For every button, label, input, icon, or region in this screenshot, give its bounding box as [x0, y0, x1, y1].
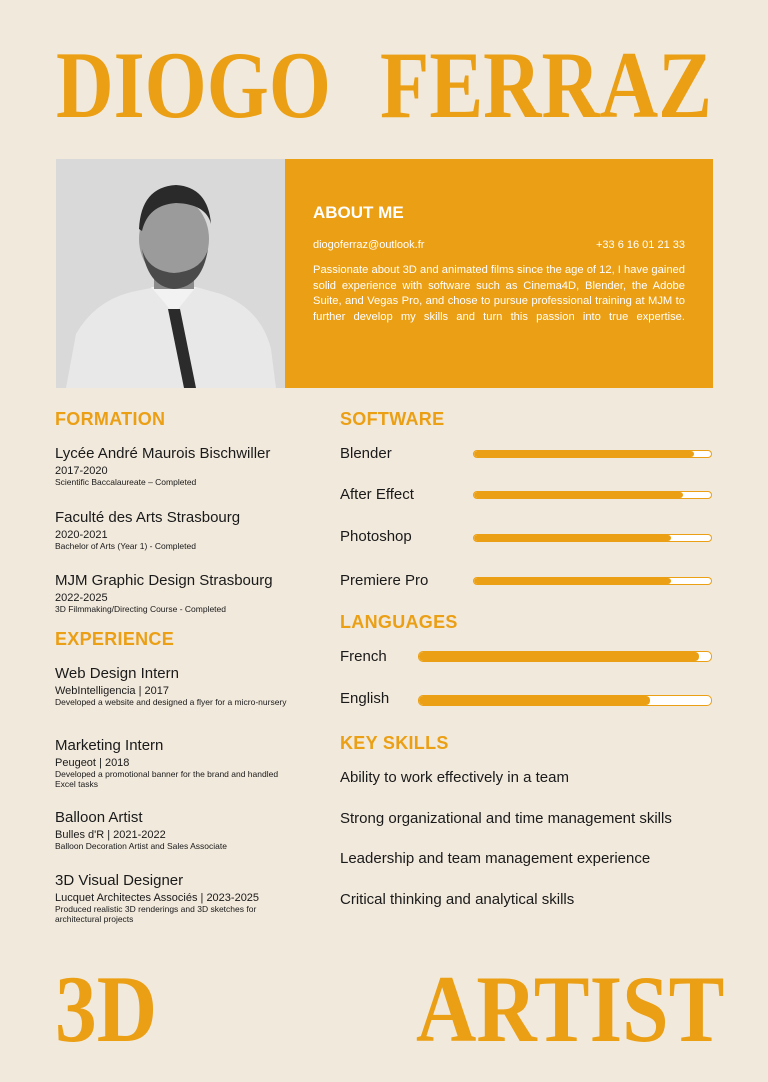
job-desc: Developed a website and designed a flyer for a micro-nursery: [55, 697, 287, 707]
job-company: WebIntelligencia | 2017: [55, 685, 169, 697]
phone-text: +33 6 16 01 21 33: [596, 239, 685, 251]
formation-heading: FORMATION: [55, 409, 166, 429]
job-desc: Developed a promotional banner for the brand and handled Excel tasks: [55, 769, 279, 789]
experience-heading: EXPERIENCE: [55, 629, 175, 649]
key-skill-item: Critical thinking and analytical skills: [340, 891, 575, 908]
skill-level-fill: [474, 451, 694, 457]
skill-level-fill: [474, 578, 671, 584]
first-name-heading: DIOGO: [56, 32, 331, 138]
about-section: [285, 159, 713, 388]
software-name: After Effect: [340, 486, 414, 503]
school-name: MJM Graphic Design Strasbourg: [55, 572, 273, 589]
key-skills-heading: KEY SKILLS: [340, 733, 449, 753]
language-level-bar: [418, 695, 712, 706]
experience-item: [55, 809, 295, 852]
job-company: Bulles d'R | 2021-2022: [55, 829, 166, 841]
skill-level-bar: [473, 491, 712, 499]
title-word-artist: ARTIST: [416, 956, 725, 1062]
school-years: 2017-2020: [55, 465, 108, 477]
job-role: Marketing Intern: [55, 737, 164, 754]
formation-item: [55, 445, 295, 488]
software-name: Photoshop: [340, 528, 412, 545]
job-company: Lucquet Architectes Associés | 2023-2025: [55, 892, 260, 904]
software-name: Premiere Pro: [340, 572, 429, 589]
about-title: ABOUT ME: [313, 203, 404, 222]
job-desc: Balloon Decoration Artist and Sales Associate: [55, 841, 227, 851]
formation-item: [55, 572, 295, 615]
school-years: 2022-2025: [55, 592, 108, 604]
key-skill-item: Leadership and team management experience: [340, 850, 651, 867]
email-text: diogoferraz@outlook.fr: [313, 239, 425, 251]
experience-item: [55, 665, 295, 708]
languages-heading: LANGUAGES: [340, 612, 458, 632]
profile-photo: [56, 159, 285, 388]
job-role: 3D Visual Designer: [55, 872, 184, 889]
skill-level-bar: [473, 450, 712, 458]
language-name: English: [340, 690, 390, 707]
school-years: 2020-2021: [55, 529, 108, 541]
language-level-fill: [419, 652, 699, 661]
software-name: Blender: [340, 445, 392, 462]
portrait-image: [56, 159, 285, 388]
experience-item: [55, 737, 295, 789]
school-desc: Bachelor of Arts (Year 1) - Completed: [55, 541, 196, 551]
school-name: Faculté des Arts Strasbourg: [55, 509, 241, 526]
skill-level-bar: [473, 577, 712, 585]
title-word-3d: 3D: [55, 956, 158, 1062]
language-level-bar: [418, 651, 712, 662]
skill-level-bar: [473, 534, 712, 542]
last-name-heading: FERRAZ: [380, 32, 712, 138]
experience-item: [55, 872, 295, 924]
skill-level-fill: [474, 535, 671, 541]
language-level-fill: [419, 696, 650, 705]
language-name: French: [340, 648, 387, 665]
about-paragraph: Passionate about 3D and animated films since the age of 12, I have gained solid experience with software such as Cinema4D, Blender, the Adobe Suite, and Vegas Pro, and chose to pursue professional training at MJM to further develop my skills and turn this passion into true expertise.: [313, 264, 685, 323]
job-role: Web Design Intern: [55, 665, 179, 682]
key-skill-item: Ability to work effectively in a team: [340, 769, 569, 786]
job-company: Peugeot | 2018: [55, 757, 130, 769]
formation-item: [55, 509, 295, 552]
software-heading: SOFTWARE: [340, 409, 445, 429]
job-desc: Produced realistic 3D renderings and 3D sketches for architectural projects: [55, 904, 257, 924]
job-role: Balloon Artist: [55, 809, 143, 826]
skill-level-fill: [474, 492, 683, 498]
school-desc: 3D Filmmaking/Directing Course - Completed: [55, 604, 227, 614]
school-desc: Scientific Baccalaureate – Completed: [55, 477, 197, 487]
school-name: Lycée André Maurois Bischwiller: [55, 445, 271, 462]
key-skill-item: Strong organizational and time management skills: [340, 810, 672, 827]
